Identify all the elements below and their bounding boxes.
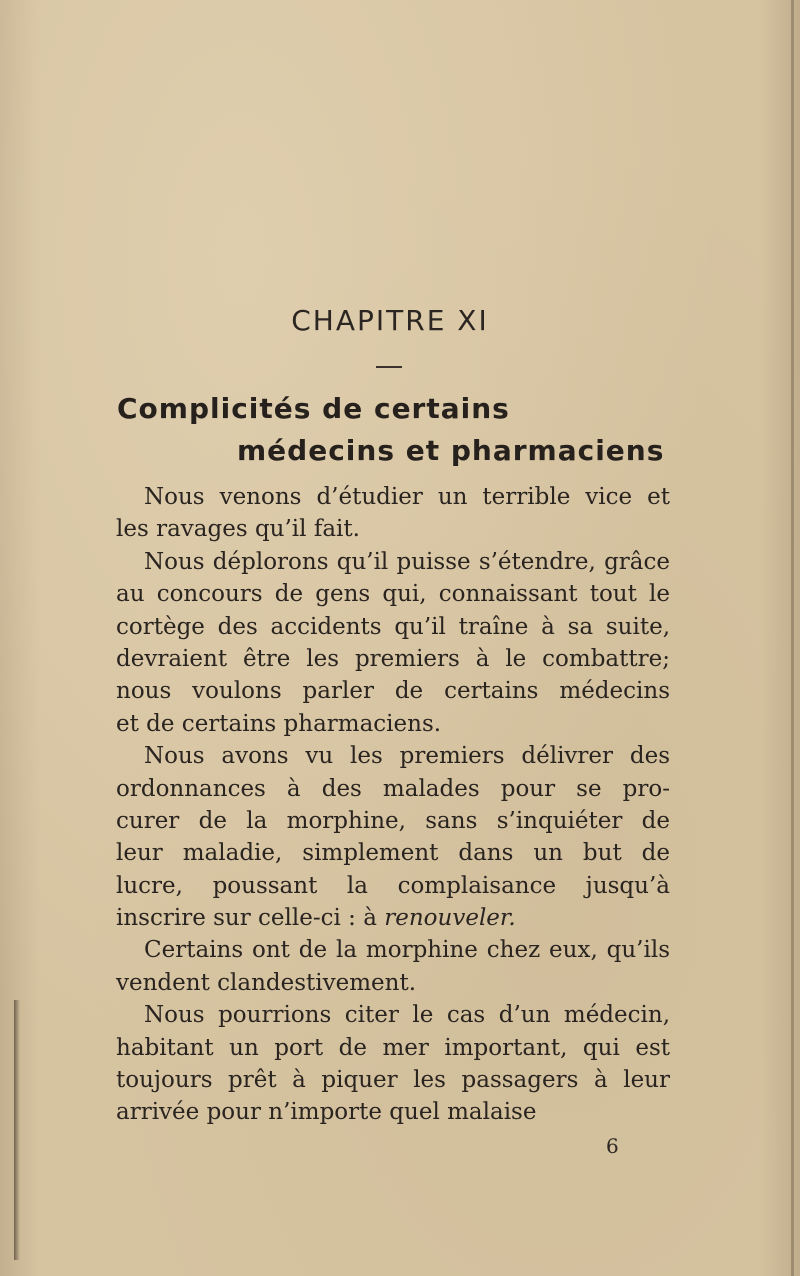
- text-line: au concours de gens qui, connaissant tout le: [116, 581, 670, 608]
- text-line: curer de la morphine, sans s’inquiéter de: [116, 807, 670, 834]
- text-line: Nous avons vu les premiers délivrer des: [144, 743, 670, 770]
- text-line: Nous déplorons qu’il puisse s’étendre, grâce: [144, 548, 670, 575]
- text-line: les ravages qu’il fait.: [116, 516, 360, 543]
- text-line: devraient être les premiers à le combattre;: [116, 645, 670, 672]
- heading-divider: [376, 366, 402, 368]
- text-line: leur maladie, simplement dans un but de: [116, 840, 670, 867]
- body-text: [116, 481, 670, 1129]
- chapter-heading: CHAPITRE XI: [291, 304, 489, 337]
- text-line: lucre, poussant la complaisance jusqu’à: [116, 872, 670, 899]
- text-line: habitant un port de mer important, qui est: [116, 1034, 670, 1061]
- text-line: cortège des accidents qu’il traîne à sa suite,: [116, 613, 670, 640]
- text-line: Nous pourrions citer le cas d’un médecin,: [144, 1002, 670, 1029]
- chapter-title-line-1: Complicités de certains: [117, 392, 510, 425]
- text-line: toujours prêt à piquer les passagers à leur: [116, 1067, 670, 1094]
- text-line: Certains ont de la morphine chez eux, qu’ils: [144, 937, 670, 964]
- text-line: Nous venons d’étudier un terrible vice et: [144, 484, 670, 510]
- text-line: arrivée pour n’importe quel malaise: [116, 1099, 537, 1126]
- text-line: ordonnances à des malades pour se pro-: [116, 775, 670, 802]
- text-line: vendent clandestivement.: [116, 969, 417, 996]
- text-line: et de certains pharmaciens.: [116, 710, 442, 737]
- page-binding-shadow: [14, 1000, 20, 1260]
- italic-word: renouveler.: [384, 905, 516, 932]
- text-line: nous voulons parler de certains médecins: [116, 678, 670, 705]
- page-number: 6: [606, 1134, 619, 1158]
- page-edge: [791, 0, 794, 1276]
- chapter-title-line-2: médecins et pharmaciens: [237, 434, 665, 467]
- text-line-start: inscrire sur celle-ci : à: [116, 905, 377, 932]
- text-line: [116, 902, 670, 934]
